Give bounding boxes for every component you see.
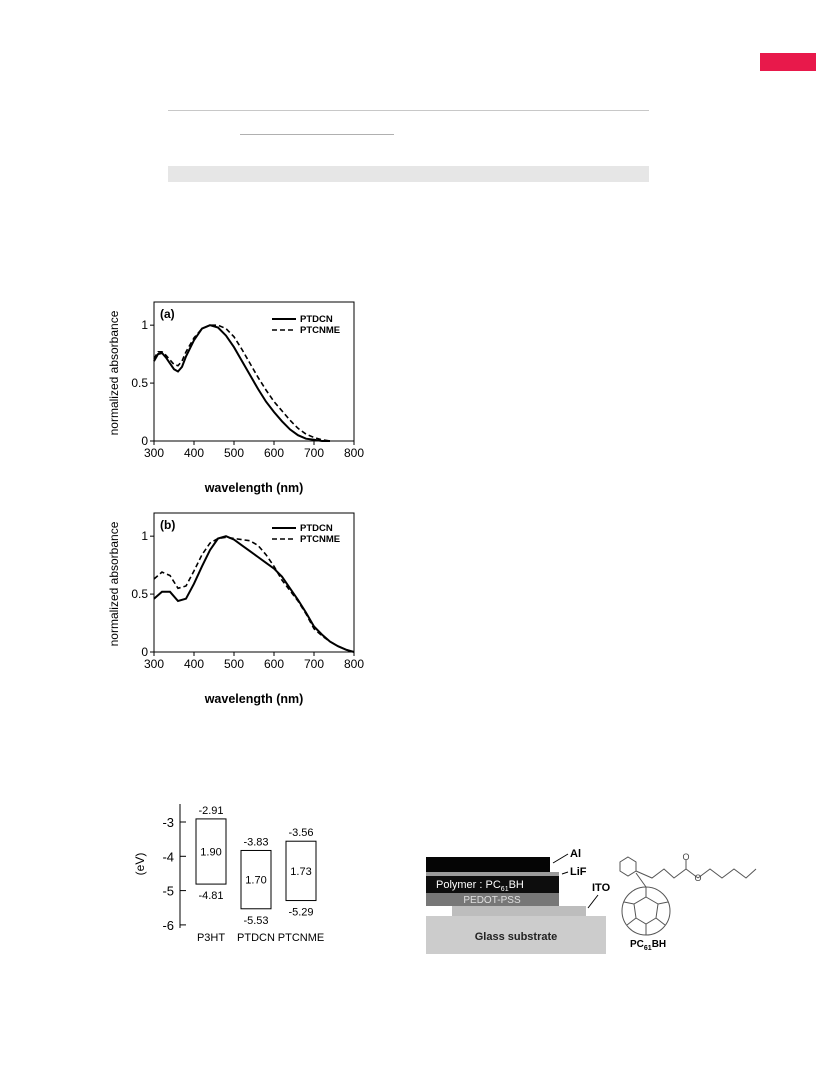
energy-tick-label: -6 xyxy=(162,917,174,933)
absorbance-chart-a xyxy=(100,295,380,495)
x-tick-label: 700 xyxy=(303,657,325,671)
series-line-ptcnme-a xyxy=(154,325,330,441)
energy-level-diagram xyxy=(130,800,350,950)
x-tick-label: 500 xyxy=(223,446,245,460)
phenyl-ring-icon xyxy=(620,857,636,876)
y-tick-label: 1 xyxy=(141,318,148,333)
x-axis-title-b: wavelength (nm) xyxy=(204,692,304,706)
ito-layer xyxy=(452,906,586,916)
x-tick-label: 400 xyxy=(183,446,205,460)
glass-substrate-label: Glass substrate xyxy=(474,931,558,943)
series-line-ptdcn-a xyxy=(154,325,330,441)
ito-label: ITO xyxy=(592,882,611,894)
legend-b xyxy=(272,523,340,545)
bandgap-label: 1.73 xyxy=(290,865,312,878)
al-electrode-layer xyxy=(426,857,550,872)
lif-layer xyxy=(426,872,559,876)
energy-tick-label: -3 xyxy=(162,815,174,830)
x-tick-label: 700 xyxy=(303,446,325,460)
ester-oxygen-glyph: O xyxy=(694,873,702,883)
x-tick-label: 400 xyxy=(183,657,205,671)
legend-label-ptcnme-a: PTCNME xyxy=(300,325,341,336)
y-axis-title-a: normalized absorbance xyxy=(107,310,121,436)
homo-label: -4.81 xyxy=(198,890,224,903)
panel-label-b: (b) xyxy=(160,518,176,532)
energy-tick-label: -5 xyxy=(162,883,174,899)
material-name: PTCNME xyxy=(277,932,325,944)
lumo-label: -3.56 xyxy=(288,827,314,840)
series-line-ptdcn-b xyxy=(154,536,354,652)
section-tab-marker xyxy=(760,53,816,71)
absorbance-chart-b xyxy=(100,507,380,707)
legend-label-ptcnme-b: PTCNME xyxy=(300,534,341,545)
header-rule xyxy=(168,110,649,111)
hexyl-chain-icon xyxy=(698,869,756,878)
energy-tick-label: -4 xyxy=(162,849,174,865)
legend-a xyxy=(272,314,340,336)
homo-label: -5.29 xyxy=(288,906,314,919)
ito-pointer xyxy=(588,895,598,908)
panel-label-a: (a) xyxy=(160,307,175,321)
y-tick-label: 0.5 xyxy=(131,376,148,391)
carbonyl-oxygen-glyph: O xyxy=(682,852,690,862)
y-axis-title-b: normalized absorbance xyxy=(107,521,121,647)
pc61bh-label: $PC_{61}BH$ xyxy=(630,939,667,952)
pedot-pss-label: PEDOT-PSS xyxy=(463,895,521,906)
legend-label-ptdcn-b: PTDCN xyxy=(300,523,333,534)
pc61bh-molecule-structure xyxy=(620,857,756,935)
bandgap-label: 1.90 xyxy=(200,846,222,859)
x-tick-label: 600 xyxy=(263,446,285,460)
x-tick-label: 300 xyxy=(143,446,165,460)
legend-label-ptdcn-a: PTDCN xyxy=(300,314,333,325)
active-layer-label: Polymer : $PC_{61}BH$ xyxy=(436,879,524,893)
homo-label: -5.53 xyxy=(243,914,269,927)
table-header-band xyxy=(168,166,649,182)
al-label: Al xyxy=(570,848,581,860)
x-tick-label: 800 xyxy=(343,657,365,671)
x-axis-title-a: wavelength (nm) xyxy=(204,481,304,495)
short-rule xyxy=(240,134,394,135)
material-name: P3HT xyxy=(196,932,226,944)
lumo-label: -2.91 xyxy=(198,804,224,817)
energy-axis-title: (eV) xyxy=(133,852,147,876)
x-tick-label: 800 xyxy=(343,446,365,460)
lumo-label: -3.83 xyxy=(243,836,269,849)
x-tick-label: 600 xyxy=(263,657,285,671)
alkyl-chain-icon xyxy=(636,869,698,878)
y-tick-label: 0 xyxy=(141,645,148,659)
lif-pointer xyxy=(562,872,568,874)
bandgap-label: 1.70 xyxy=(245,874,267,887)
y-tick-label: 1 xyxy=(141,529,148,544)
lif-label: LiF xyxy=(570,866,587,878)
material-name: PTDCN xyxy=(237,932,275,944)
al-pointer xyxy=(553,854,568,863)
device-structure-diagram xyxy=(420,845,760,957)
y-tick-label: 0.5 xyxy=(131,587,148,602)
y-tick-label: 0 xyxy=(141,434,148,448)
x-tick-label: 500 xyxy=(223,657,245,671)
x-tick-label: 300 xyxy=(143,657,165,671)
fullerene-hexagon-icon xyxy=(634,897,658,924)
